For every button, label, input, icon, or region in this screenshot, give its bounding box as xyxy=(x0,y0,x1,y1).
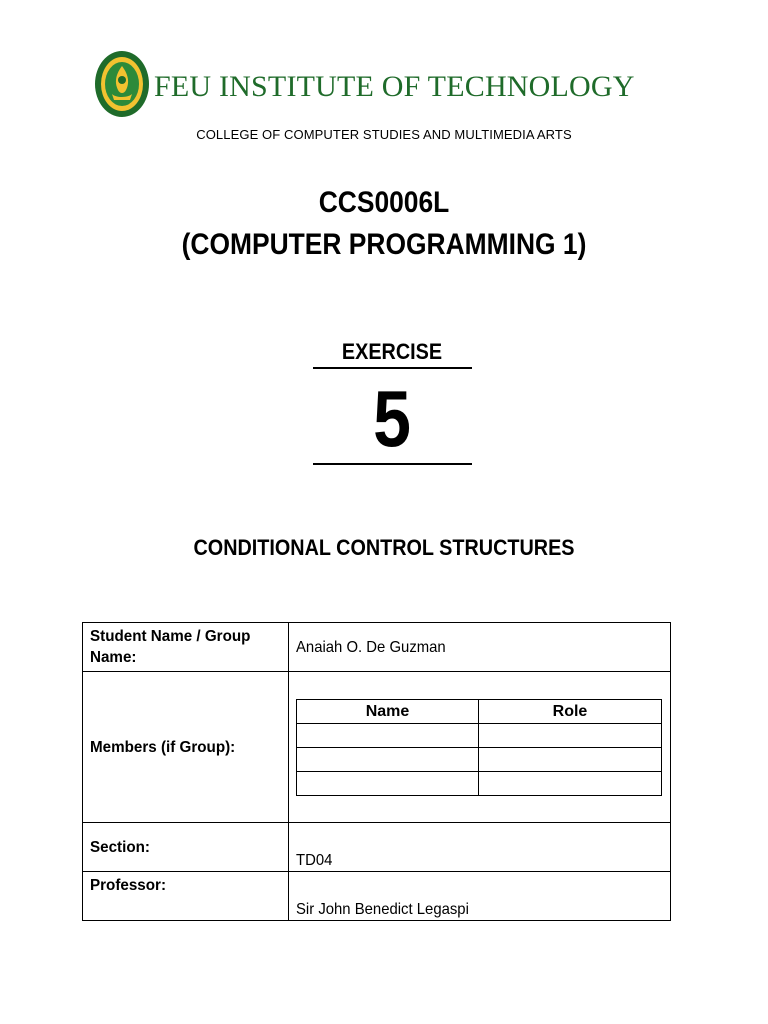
student-name-label-cell xyxy=(83,623,289,672)
members-table-row xyxy=(297,748,662,772)
members-label: Members (if Group): xyxy=(90,738,236,756)
student-name-value: Anaiah O. De Guzman xyxy=(296,638,446,656)
members-table-row xyxy=(297,724,662,748)
student-info-table xyxy=(82,622,671,921)
student-name-value-cell[interactable] xyxy=(289,623,671,672)
student-name-row xyxy=(83,623,671,672)
course-code: CCS0006L xyxy=(318,186,450,219)
exercise-topic: CONDITIONAL CONTROL STRUCTURES xyxy=(193,535,575,560)
exercise-top-rule xyxy=(313,367,472,369)
members-table-row xyxy=(297,772,662,796)
student-name-label-line1: Student Name / Group xyxy=(90,628,251,645)
professor-label: Professor: xyxy=(90,877,167,894)
feu-seal-logo xyxy=(94,50,150,118)
members-role-header: Role xyxy=(479,700,662,724)
exercise-bottom-rule xyxy=(313,463,472,465)
member-role-cell[interactable] xyxy=(479,724,662,748)
institution-name: FEU INSTITUTE OF TECHNOLOGY xyxy=(154,70,635,103)
exercise-label: EXERCISE xyxy=(341,339,443,364)
member-name-cell[interactable] xyxy=(297,724,479,748)
members-table-header-row xyxy=(297,700,662,724)
member-role-cell[interactable] xyxy=(479,748,662,772)
members-label-cell xyxy=(83,672,289,823)
member-role-cell[interactable] xyxy=(479,772,662,796)
section-value: TD04 xyxy=(296,852,333,869)
college-name: COLLEGE OF COMPUTER STUDIES AND MULTIMEDIA ARTS xyxy=(196,127,572,142)
members-name-header: Name xyxy=(297,700,479,724)
section-label-cell xyxy=(83,823,289,872)
student-name-label-line2: Name: xyxy=(90,649,137,666)
member-name-cell[interactable] xyxy=(297,748,479,772)
institution-header xyxy=(94,50,674,120)
professor-value-cell[interactable] xyxy=(289,872,671,921)
professor-label-cell xyxy=(83,872,289,921)
professor-value: Sir John Benedict Legaspi xyxy=(296,901,469,918)
section-row xyxy=(83,823,671,872)
members-row xyxy=(83,672,671,823)
section-label: Section: xyxy=(90,838,150,856)
members-value-cell xyxy=(289,672,671,823)
exercise-number: 5 xyxy=(373,374,411,463)
course-name: (COMPUTER PROGRAMMING 1) xyxy=(181,228,587,261)
professor-row xyxy=(83,872,671,921)
members-table xyxy=(296,699,662,796)
section-value-cell[interactable] xyxy=(289,823,671,872)
member-name-cell[interactable] xyxy=(297,772,479,796)
